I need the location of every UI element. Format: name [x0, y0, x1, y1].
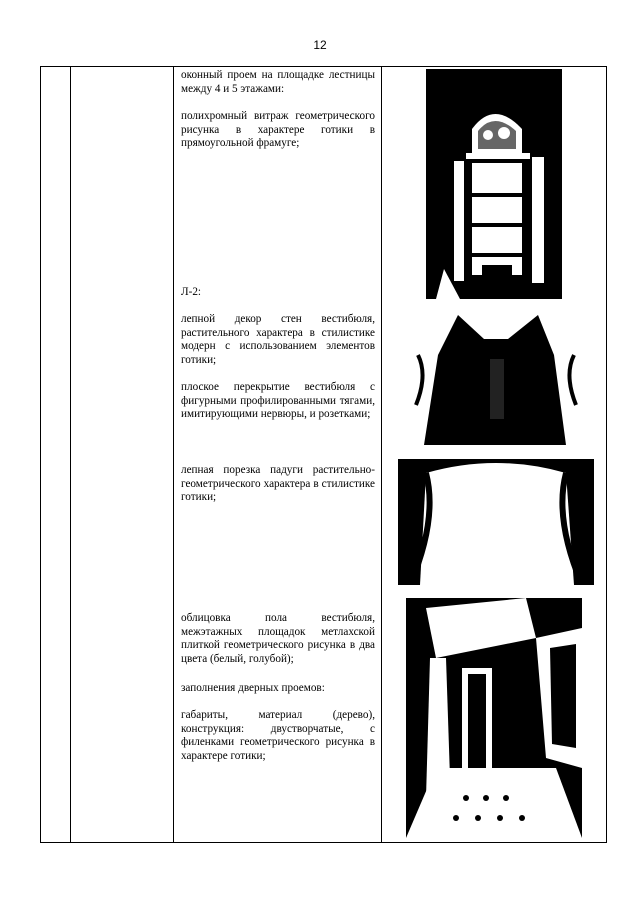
- section-label-l2: Л-2:: [181, 286, 202, 298]
- description-window-opening: оконный проем на площадке лестницы между 4 и 5 этажами:: [181, 69, 375, 95]
- description-floor-tiles: облицовка пола вестибюля, межэтажных площадок метлахской плиткой геометрического рисунка в два цвета (белый, голубой);: [181, 612, 375, 665]
- description-wall-stucco: лепной декор стен вестибюля, растительного характера в стилистике модерн с использованием элементов готики;: [181, 313, 375, 366]
- photo-stained-glass-window: [426, 69, 562, 299]
- description-door-fillings: заполнения дверных проемов:: [181, 682, 325, 694]
- photo-cove-stucco: [398, 459, 594, 585]
- photo-floor-and-doors: [406, 598, 582, 838]
- description-stained-glass: полихромный витраж геометрического рисунка в характере готики в прямоугольной фрамуге;: [181, 110, 375, 149]
- column-divider-1: [70, 67, 71, 842]
- column-divider-2: [173, 67, 174, 842]
- heritage-table: [40, 66, 607, 843]
- page-number: 12: [313, 38, 327, 52]
- description-cove-stucco: лепная порезка падуги растительно-геометрического характера в стилистике готики;: [181, 464, 375, 503]
- photo-vestibule-walls: [398, 315, 594, 445]
- description-door-details: габариты, материал (дерево), конструкция: двустворчатые, с филенками геометрического рисунка в характере готики;: [181, 709, 375, 762]
- description-ceiling-ribs: плоское перекрытие вестибюля с фигурными профилированными тягами, имитирующими нервюры, и розетками;: [181, 381, 375, 420]
- column-divider-3: [381, 67, 382, 842]
